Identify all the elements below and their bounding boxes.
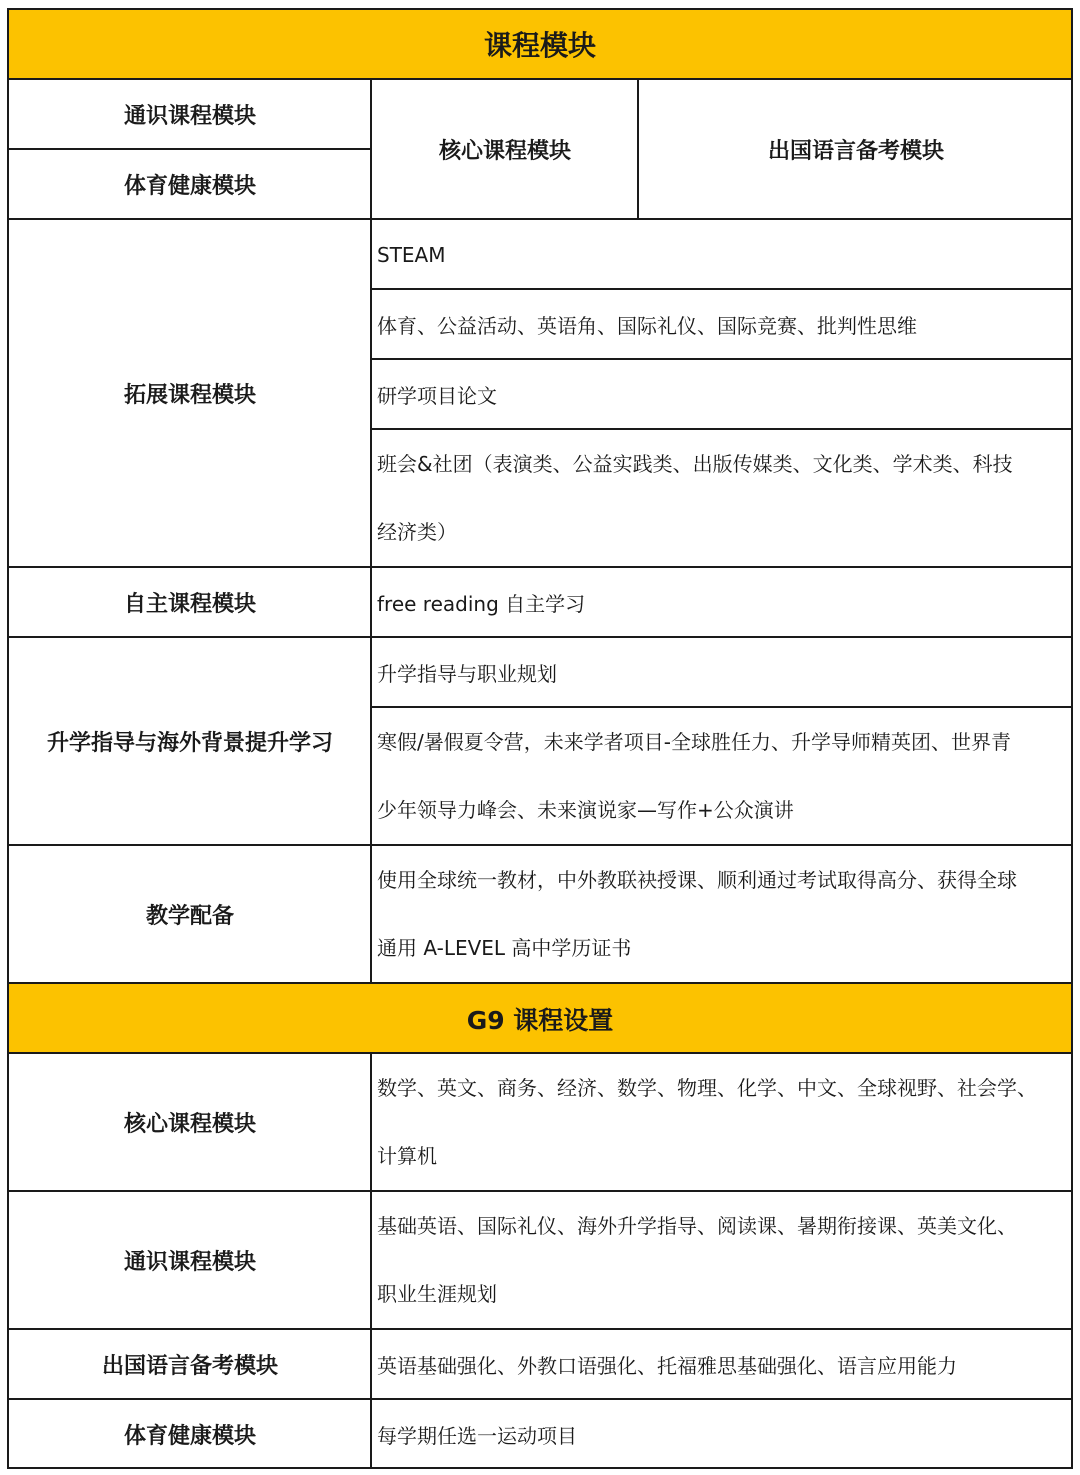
extension-item-clubs-line1: 班会&社团（表演类、公益实践类、出版传媒类、文化类、学术类、科技 xyxy=(377,452,1013,476)
row-divider xyxy=(7,1398,1073,1400)
row-divider xyxy=(7,844,1073,846)
extension-item-clubs-line2: 经济类） xyxy=(377,520,457,544)
extension-course-label: 拓展课程模块 xyxy=(123,383,256,408)
row-divider xyxy=(7,1328,1073,1330)
column-divider xyxy=(370,1052,372,1469)
g9-general-text-line1: 基础英语、国际礼仪、海外升学指导、阅读课、暑期衔接课、英美文化、 xyxy=(377,1214,1017,1238)
core-course-label: 核心课程模块 xyxy=(438,139,571,164)
row-divider xyxy=(7,148,372,150)
row-divider xyxy=(7,1190,1073,1192)
table-outer-border xyxy=(7,8,1073,1469)
g9-general-label: 通识课程模块 xyxy=(123,1250,256,1275)
guidance-item-programs-line2: 少年领导力峰会、未来演说家—写作+公众演讲 xyxy=(377,798,794,822)
g9-pe-label: 体育健康模块 xyxy=(123,1423,256,1449)
teaching-text-line2: 通用 A-LEVEL 高中学历证书 xyxy=(377,936,632,960)
g9-core-text-line2: 计算机 xyxy=(377,1144,437,1168)
g9-general-text-line2: 职业生涯规划 xyxy=(377,1282,497,1306)
row-divider xyxy=(371,288,1073,290)
extension-item-activities: 体育、公益活动、英语角、国际礼仪、国际竞赛、批判性思维 xyxy=(377,314,917,338)
teaching-label: 教学配备 xyxy=(145,904,234,929)
general-course-label: 通识课程模块 xyxy=(123,104,256,129)
column-divider xyxy=(370,78,372,984)
row-divider xyxy=(7,566,1073,568)
g9-language-label: 出国语言备考模块 xyxy=(101,1354,278,1379)
row-divider xyxy=(7,636,1073,638)
guidance-item-planning: 升学指导与职业规划 xyxy=(377,662,557,686)
row-divider xyxy=(7,982,1073,984)
row-divider xyxy=(371,428,1073,430)
table-title: 课程模块 xyxy=(7,8,1073,79)
column-divider xyxy=(637,78,639,220)
row-divider xyxy=(7,1052,1073,1054)
row-divider xyxy=(7,218,1073,220)
extension-item-steam: STEAM xyxy=(377,242,446,267)
language-prep-label: 出国语言备考模块 xyxy=(767,139,944,164)
guidance-label: 升学指导与海外背景提升学习 xyxy=(46,731,333,756)
g9-core-text-line1: 数学、英文、商务、经济、数学、物理、化学、中文、全球视野、社会学、 xyxy=(377,1076,1037,1100)
guidance-item-programs-line1: 寒假/暑假夏令营，未来学者项目-全球胜任力、升学导师精英团、世界青 xyxy=(377,730,1011,754)
row-divider xyxy=(371,706,1073,708)
g9-core-label: 核心课程模块 xyxy=(123,1112,256,1137)
extension-item-research: 研学项目论文 xyxy=(377,384,497,408)
self-study-text: free reading 自主学习 xyxy=(377,592,586,616)
g9-pe-text: 每学期任选一运动项目 xyxy=(377,1423,577,1448)
row-divider xyxy=(371,358,1073,360)
self-study-label: 自主课程模块 xyxy=(123,592,256,617)
pe-health-label: 体育健康模块 xyxy=(123,174,256,199)
teaching-text-line1: 使用全球统一教材，中外教联袂授课、顺利通过考试取得高分、获得全球 xyxy=(377,868,1017,892)
g9-language-text: 英语基础强化、外教口语强化、托福雅思基础强化、语言应用能力 xyxy=(377,1354,957,1378)
g9-section-title: G9 课程设置 xyxy=(7,984,1073,1053)
row-divider xyxy=(7,78,1073,80)
